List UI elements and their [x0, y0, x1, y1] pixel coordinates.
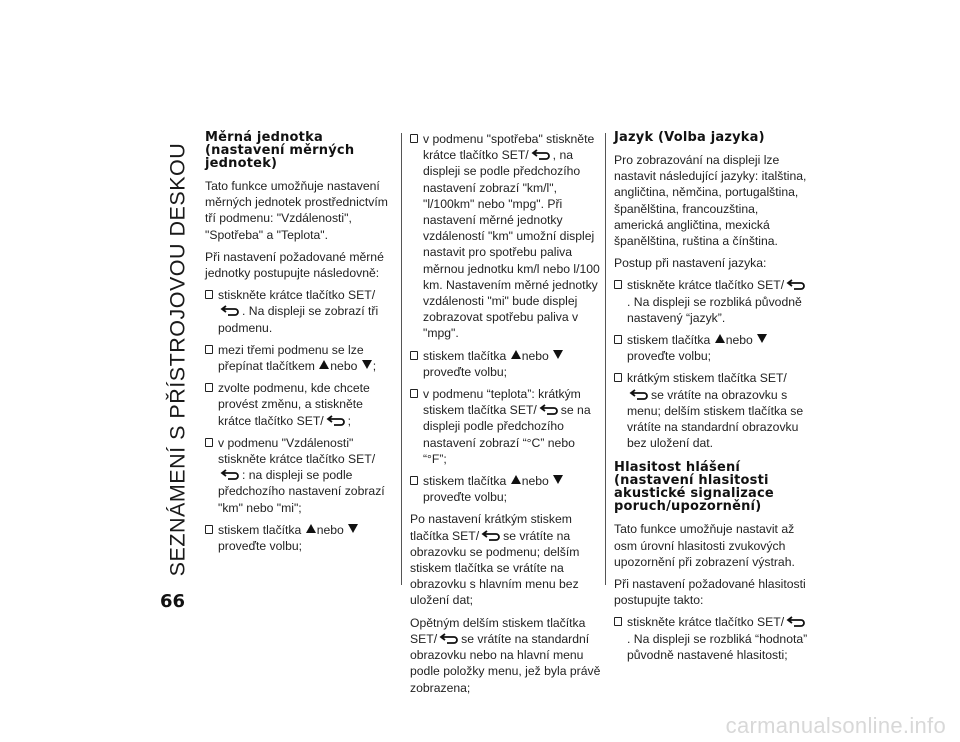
paragraph: Po nastavení krátkým stiskem tlačítka SET/ se vrátíte na obrazovku se podmenu; delším stiskem tlačítka se vrátíte na obrazovku s hlavním menu bez uložení dat;: [410, 512, 580, 608]
heading-unit-of-measure: Měrná jednotka (nastavení měrných jednotek): [205, 130, 355, 171]
return-arrow-icon: [481, 530, 501, 541]
list-item: stiskněte krátce tlačítko SET/. Na displeji se rozbliká “hodnota” původně nastavené hlasitosti;: [614, 614, 810, 663]
list-item: mezi třemi podmenu se lze přepínat tlačítkem nebo ;: [205, 342, 395, 374]
side-section-title-text: SEZNÁMENÍ S PŘÍSTROJOVOU DESKOU: [165, 142, 190, 577]
page-number: 66: [160, 591, 186, 612]
list-item: stiskem tlačítka nebo proveďte volbu;: [410, 348, 602, 380]
checkbox-bullet-icon: [410, 389, 418, 398]
paragraph: Opětným delším stiskem tlačítka SET/ se vrátíte na standardní obrazovku nebo na hlavní menu podle položky menu, jež byla právě zobrazena;: [410, 615, 601, 695]
return-arrow-icon: [539, 404, 559, 415]
column-1: [205, 131, 395, 560]
heading-warning-volume: Hlasitost hlášení (nastavení hlasitosti akustické signalizace poruch/upozornění): [614, 460, 774, 515]
up-arrow-icon: [319, 360, 329, 369]
up-arrow-icon: [511, 475, 521, 484]
checkbox-bullet-icon: [410, 476, 418, 485]
return-arrow-icon: [326, 415, 346, 426]
up-arrow-icon: [715, 334, 725, 343]
checkbox-bullet-icon: [410, 134, 418, 143]
down-arrow-icon: [757, 334, 767, 343]
return-arrow-icon: [220, 305, 240, 316]
return-arrow-icon: [439, 633, 459, 644]
watermark: carmanualsonline.info: [725, 713, 946, 738]
paragraph: Při nastavení požadované hlasitosti postupujte takto:: [614, 577, 806, 608]
checkbox-bullet-icon: [614, 373, 622, 382]
checkbox-bullet-icon: [205, 438, 213, 447]
column-divider-2: [605, 133, 606, 585]
checkbox-bullet-icon: [205, 345, 213, 354]
up-arrow-icon: [511, 350, 521, 359]
down-arrow-icon: [348, 524, 358, 533]
checkbox-bullet-icon: [205, 290, 213, 299]
list-item: stiskněte krátce tlačítko SET/. Na displeji se zobrazí tři podmenu.: [205, 287, 395, 336]
return-arrow-icon: [786, 279, 806, 290]
list-item: stiskněte krátce tlačítko SET/. Na displeji se rozbliká původně nastavený “jazyk”.: [614, 277, 810, 326]
checkbox-bullet-icon: [614, 335, 622, 344]
checkbox-bullet-icon: [614, 280, 622, 289]
up-arrow-icon: [306, 524, 316, 533]
return-arrow-icon: [531, 149, 551, 160]
paragraph: Pro zobrazování na displeji lze nastavit následující jazyky: italština, angličtina, němčina, portugalština, španělština, francouzština, americká angličtina, mexická španělština, ruština a čínština.: [614, 153, 807, 249]
down-arrow-icon: [553, 475, 563, 484]
return-arrow-icon: [629, 389, 649, 400]
checkbox-bullet-icon: [205, 525, 213, 534]
column-3: [614, 131, 810, 669]
list-item: stiskem tlačítka nebo proveďte volbu;: [205, 522, 395, 554]
list-item: stiskem tlačítka nebo proveďte volbu;: [410, 473, 602, 505]
column-divider-1: [401, 133, 402, 585]
list-item: krátkým stiskem tlačítka SET/se vrátíte na obrazovku s menu; delším stiskem tlačítka se vrátíte na standardní obrazovku bez uložení dat.: [614, 370, 810, 451]
paragraph: Postup při nastavení jazyka:: [614, 256, 767, 271]
down-arrow-icon: [362, 360, 372, 369]
checkbox-bullet-icon: [410, 351, 418, 360]
side-section-title: [164, 132, 192, 587]
column-2: [410, 131, 602, 702]
checkbox-bullet-icon: [614, 617, 622, 626]
paragraph: Tato funkce umožňuje nastavit až osm úrovní hlasitosti zvukových upozornění při zobrazení výstrah.: [614, 522, 795, 569]
list-item: zvolte podmenu, kde chcete provést změnu, a stiskněte krátce tlačítko SET/ ;: [205, 380, 395, 429]
list-item: v podmenu “teplota”: krátkým stiskem tlačítka SET/ se na displeji podle předchozího nastavení zobrazí “°C” nebo “°F”;: [410, 386, 602, 467]
paragraph: Při nastavení požadované měrné jednotky postupujte následovně:: [205, 249, 384, 281]
heading-language: Jazyk (Volba jazyka): [614, 130, 765, 145]
down-arrow-icon: [553, 350, 563, 359]
checkbox-bullet-icon: [205, 383, 213, 392]
paragraph: Tato funkce umožňuje nastavení měrných jednotek prostřednictvím tří podmenu: "Vzdálenosti", "Spotřeba" a "Teplota".: [205, 179, 388, 242]
return-arrow-icon: [786, 616, 806, 627]
list-item: stiskem tlačítka nebo proveďte volbu;: [614, 332, 810, 364]
list-item: v podmenu "Vzdálenosti" stiskněte krátce tlačítko SET/: na displeji se podle předchozího nastavení zobrazí "km" nebo "mi";: [205, 435, 395, 516]
return-arrow-icon: [220, 469, 240, 480]
list-item: v podmenu "spotřeba" stiskněte krátce tlačítko SET/ , na displeji se podle předchozího nastavení zobrazí "km/l", "l/100km" nebo "mpg". Při nastavení měrné jednotky vzdáleností "km" umožní displej nastavit pro spotřebu paliva měrnou jednotku km/l nebo l/100 km. Nastavením měrné jednotky vzdálenosti "mi" bude displej zobrazovat spotřebu paliva v "mpg".: [410, 131, 602, 342]
